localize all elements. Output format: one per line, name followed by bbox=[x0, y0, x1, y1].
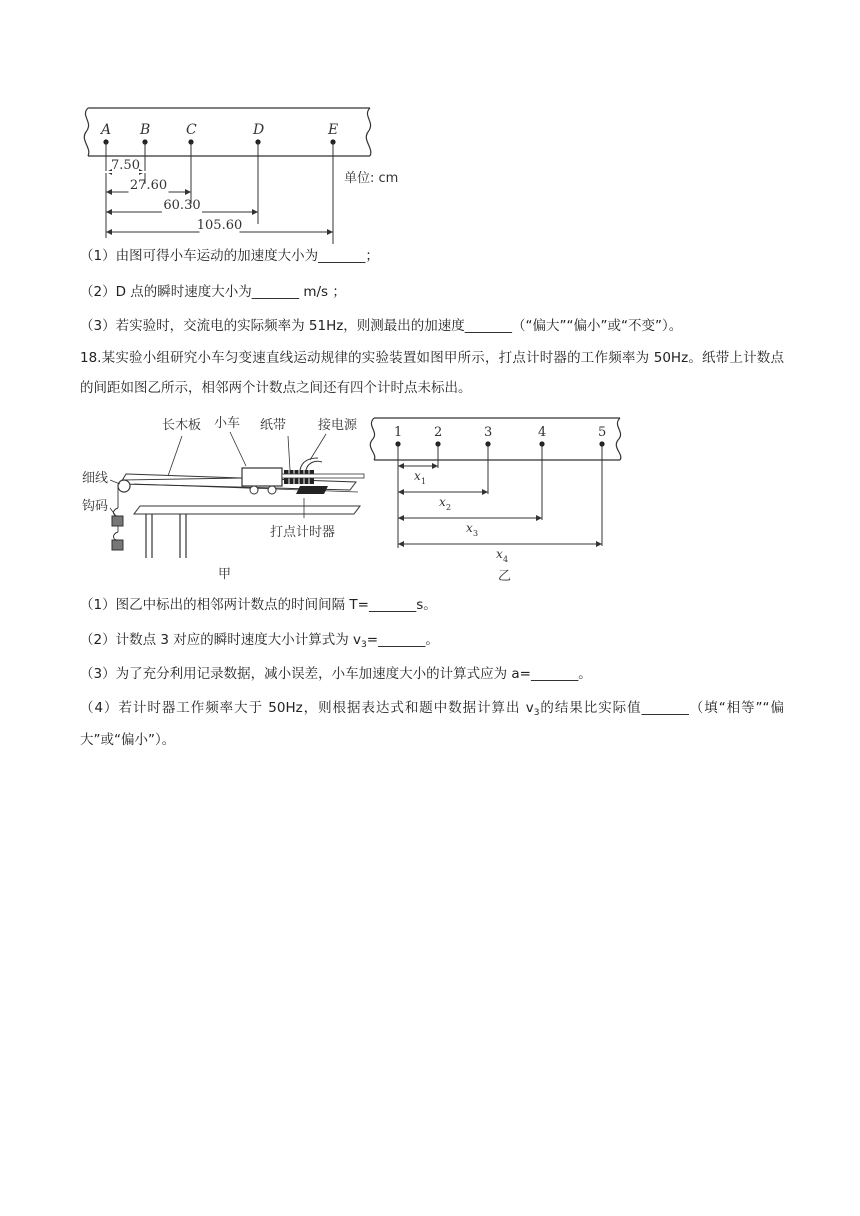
label-board: 长木板 bbox=[162, 418, 202, 433]
dimension-label: x bbox=[466, 521, 473, 535]
label-timer: 打点计时器 bbox=[270, 525, 336, 540]
dimension-label: 27.60 bbox=[129, 178, 168, 193]
item-text: D 点的瞬时速度大小为_______ m/s ； bbox=[115, 284, 346, 300]
dimension-label: x bbox=[496, 547, 503, 561]
label-cart: 小车 bbox=[214, 416, 241, 431]
q18-item-2 bbox=[80, 630, 439, 650]
q17-item-2 bbox=[80, 282, 346, 302]
q18-item-4 bbox=[80, 692, 784, 756]
item-text: 为了充分利用记录数据，减小误差，小车加速度大小的计算式应为 a=_______。 bbox=[115, 666, 592, 682]
arrowhead-icon bbox=[327, 229, 333, 235]
item-text-pre: 计数点 3 对应的瞬时速度大小计算式为 v bbox=[115, 632, 362, 648]
arrowhead-icon bbox=[106, 189, 112, 195]
dimension-subscript: 3 bbox=[473, 529, 479, 538]
item-number: （2） bbox=[80, 632, 116, 648]
tape-diagram-1 bbox=[70, 100, 430, 245]
q17-item-3 bbox=[80, 316, 682, 336]
arrowhead-icon bbox=[398, 489, 404, 495]
tape-point-label: 1 bbox=[394, 425, 403, 440]
arrowhead-icon bbox=[432, 463, 438, 469]
item-number: （3） bbox=[80, 666, 116, 682]
tape-point-label: E bbox=[328, 122, 339, 138]
tape-point-label: 4 bbox=[538, 425, 547, 440]
dimension-label: 7.50 bbox=[111, 158, 140, 173]
arrowhead-icon bbox=[106, 229, 112, 235]
q17-item-1 bbox=[80, 246, 379, 266]
tape-point-label: B bbox=[140, 122, 151, 138]
item-number: （1） bbox=[80, 248, 116, 264]
item-number: （4） bbox=[80, 700, 119, 716]
tape-point-label: 5 bbox=[598, 425, 607, 440]
unit-label: 单位: cm bbox=[344, 171, 399, 186]
tape-point-label: A bbox=[101, 122, 112, 138]
arrowhead-icon bbox=[398, 515, 404, 521]
weight-icon bbox=[112, 540, 123, 550]
tape-point-label: D bbox=[253, 122, 265, 138]
dimension-label: 60.30 bbox=[163, 198, 201, 213]
cart-icon bbox=[242, 468, 282, 486]
arrowhead-icon bbox=[398, 541, 404, 547]
dimension-subscript: 1 bbox=[421, 477, 427, 486]
label-weight: 钩码 bbox=[82, 499, 109, 514]
item-number: （2） bbox=[80, 284, 116, 300]
arrowhead-icon bbox=[252, 209, 258, 215]
item-text: 图乙中标出的相邻两计数点的时间间隔 T=_______s。 bbox=[115, 597, 437, 613]
arrowhead-icon bbox=[482, 489, 488, 495]
q18-stem: 18.某实验小组研究小车匀变速直线运动规律的实验装置如图甲所示，打点计时器的工作频率为 50Hz。纸带上计数点的间距如图乙所示，相邻两个计数点之间还有四个计时点未标出。 bbox=[80, 350, 784, 396]
weight-icon bbox=[112, 516, 123, 526]
arrowhead-icon bbox=[536, 515, 542, 521]
arrowhead-icon bbox=[185, 189, 191, 195]
arrowhead-icon bbox=[106, 209, 112, 215]
dimension-subscript: 4 bbox=[503, 555, 509, 564]
item-text: 由图可得小车运动的加速度大小为_______； bbox=[115, 248, 379, 264]
q18-item-3 bbox=[80, 664, 592, 684]
item-text: 若实验时，交流电的实际频率为 51Hz，则测最出的加速度_______（“偏大”“偏小”或“不变”）。 bbox=[115, 318, 683, 334]
label-string: 细线 bbox=[82, 471, 109, 486]
dimension-subscript: 2 bbox=[446, 503, 452, 512]
caption-jia: 甲 bbox=[218, 567, 232, 582]
item-number: （1） bbox=[80, 597, 116, 613]
arrowhead-icon bbox=[596, 541, 602, 547]
item-text-sub: 3 bbox=[533, 708, 540, 718]
apparatus-diagram bbox=[78, 408, 378, 586]
pulley-icon bbox=[118, 480, 130, 492]
arrowhead-icon bbox=[398, 463, 404, 469]
tape-point-label: C bbox=[186, 122, 197, 138]
item-text-sub: 3 bbox=[361, 640, 367, 650]
tape-point-label: 2 bbox=[434, 425, 443, 440]
dimension-label: 105.60 bbox=[196, 218, 243, 233]
item-text-post: =_______。 bbox=[366, 632, 439, 648]
label-tape: 纸带 bbox=[260, 418, 287, 433]
q18-item-1 bbox=[80, 595, 437, 615]
label-power: 接电源 bbox=[318, 418, 358, 433]
caption-yi: 乙 bbox=[498, 569, 512, 584]
item-text-pre: 若计时器工作频率大于 50Hz，则根据表达式和题中数据计算出 v bbox=[118, 700, 534, 716]
tape-diagram-2 bbox=[364, 408, 634, 586]
item-text-post: 的结果比实际值_______（填“相等”“偏大”或“偏小”）。 bbox=[80, 700, 784, 748]
dimension-label: x bbox=[439, 495, 446, 509]
item-number: （3） bbox=[80, 318, 116, 334]
dimension-label: x bbox=[414, 469, 421, 483]
tape-point-label: 3 bbox=[484, 425, 493, 440]
